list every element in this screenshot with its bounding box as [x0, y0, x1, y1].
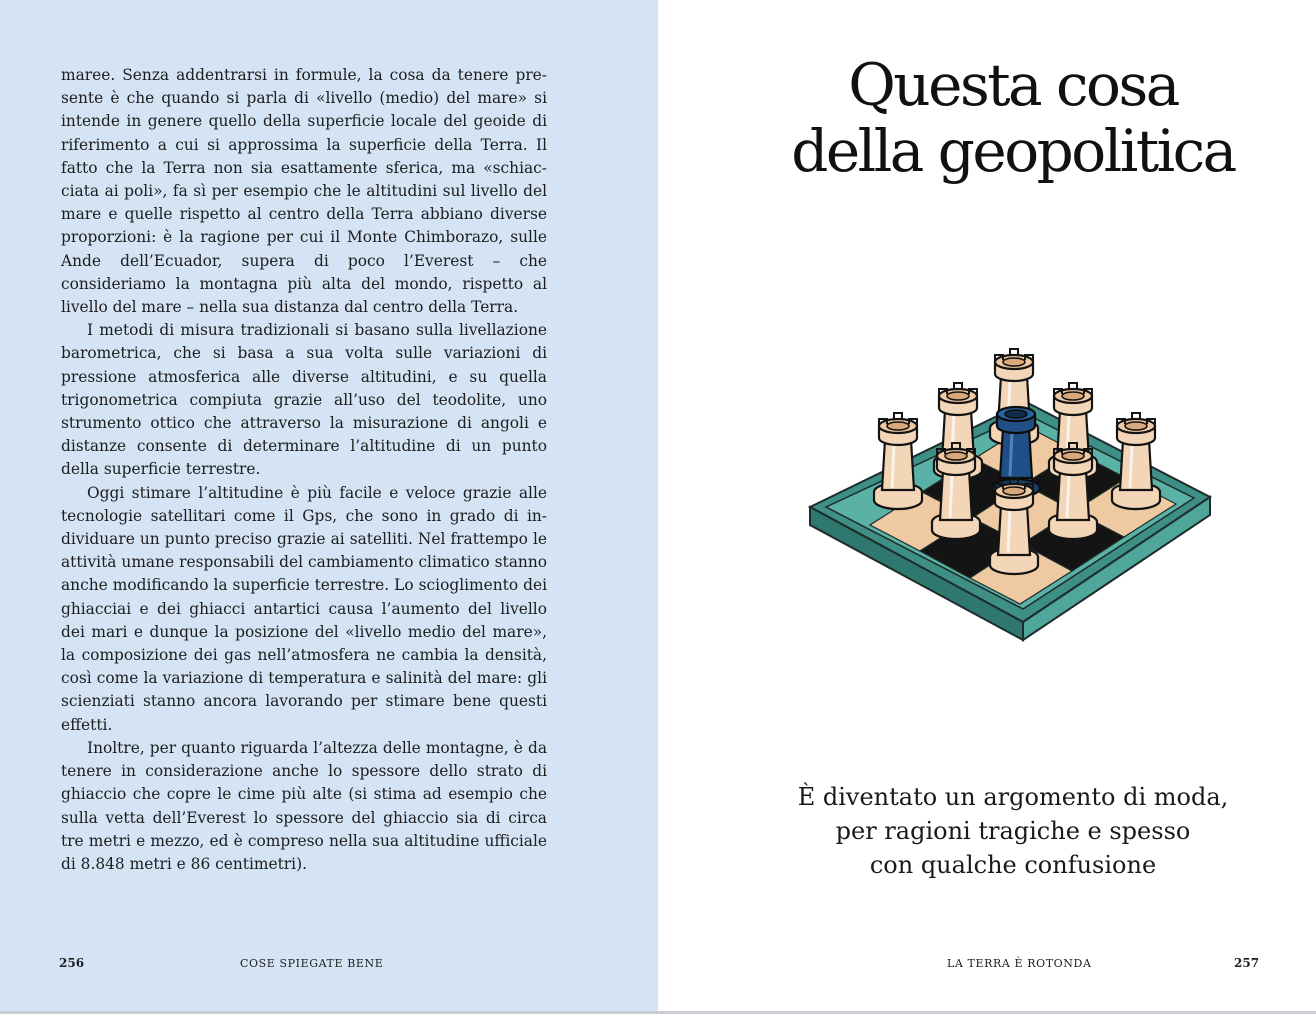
paragraph: I metodi di misura tradizionali si basano sulla livellazione barometrica, che si basa a sua volta sulle variazioni di pressione atmosferica alle diverse altitudini, e su quella trigonometrica compiuta grazie all’uso del teodolite, uno strumento ottico che attraverso la misurazione di angoli e distanze consente di determinare l’altitudine di un punto della superficie terrestre.: [61, 321, 547, 479]
chapter-subtitle: [748, 780, 1278, 882]
page-number-left: 256: [59, 956, 85, 970]
paragraph: Inoltre, per quanto riguarda l’altezza delle montagne, è da tenere in considerazione anche lo spessore dello strato di ghiaccio che copre le cime più alte (si stima ad esempio che sulla vetta dell’Everest lo spessore del ghiaccio sia di circa tre metri e mezzo, ed è compreso nella sua altitudine ufficiale di 8.848 metri e 86 centimetri).: [61, 738, 547, 873]
paragraph: maree. Senza addentrarsi in formule, la cosa da tenere presente è che quando si parla di «livello (medio) del mare» si intende in genere quello della superficie locale del geoide di riferimento a cui si approssima la superficie della Terra. Il fatto che la Terra non sia esattamente sferica, ma «schiacciata ai poli», fa sì per esempio che le altitudini sul livello del mare e quelle rispetto al centro della Terra abbiano diverse proporzioni: è la ragione per cui il Monte Chimborazo, sulle Ande dell’Ecuador, supera di poco l’Everest – che consideriamo la montagna più alta del mondo, rispetto al livello del mare – nella sua distanza dal centro della Terra.: [61, 66, 547, 317]
body-text: [61, 64, 547, 876]
subtitle-line: È diventato un argomento di moda,: [797, 783, 1229, 811]
subtitle-line: con qualche confusione: [869, 851, 1157, 879]
running-head-right: LA TERRA È ROTONDA: [947, 957, 1092, 970]
right-page: [658, 0, 1316, 1014]
chess-rooks-illustration: [798, 322, 1238, 652]
subtitle-line: per ragioni tragiche e spesso: [835, 817, 1191, 845]
running-head-left: COSE SPIEGATE BENE: [240, 957, 384, 970]
page-number-right: 257: [1234, 956, 1260, 970]
chapter-title-line: Questa cosa: [848, 51, 1178, 119]
chapter-title: [728, 52, 1298, 184]
chapter-title-line: della geopolitica: [791, 117, 1235, 185]
paragraph: Oggi stimare l’altitudine è più facile e veloce grazie alle tecnologie satellitari come il Gps, che sono in grado di individuare un punto preciso grazie ai satelliti. Nel frattempo le attività umane responsabili del cambiamento climatico stanno anche modificando la superficie terrestre. Lo scioglimento dei ghiacciai e dei ghiacci antartici causa l’aumento del livello dei mari e dunque la posizione del «livello medio del mare», la composizione dei gas nell’atmosfera ne cambia la densità, così come la variazione di temperatura e salinità del mare: gli scienziati stanno ancora lavorando per stimare bene questi effetti.: [61, 483, 547, 734]
